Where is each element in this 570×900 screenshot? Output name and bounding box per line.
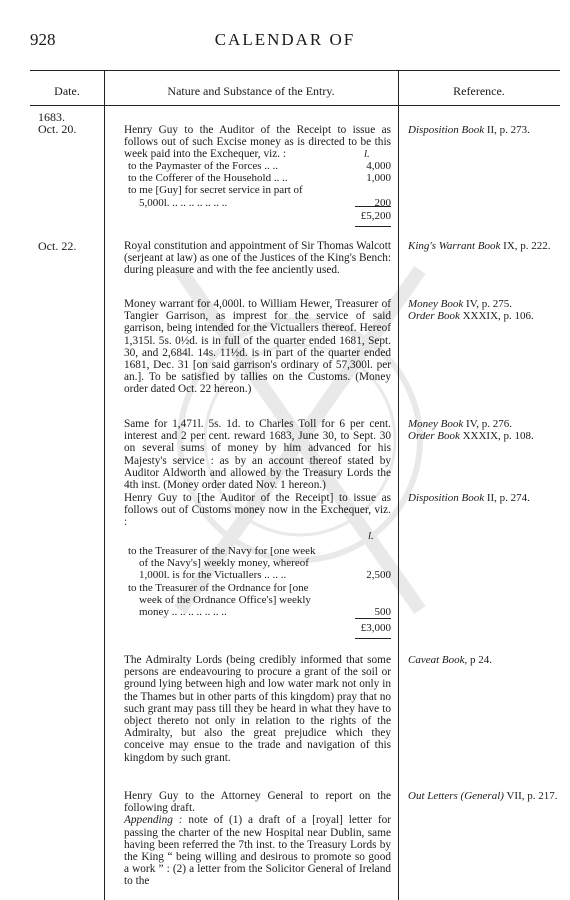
reference-title: Order Book <box>408 310 460 323</box>
reference <box>408 790 569 802</box>
sum-rule <box>355 638 391 639</box>
amount-label: to the Paymaster of the Forces .. .. <box>128 160 278 172</box>
amount-label: of the Navy's] weekly money, whereof <box>139 557 309 570</box>
reference-page: II, p. 273. <box>484 124 530 136</box>
entry-text <box>113 790 391 888</box>
entry-year: 1683. <box>38 110 65 124</box>
amount-label: week of the Ordnance Office's] weekly <box>139 593 311 606</box>
amount-row <box>128 197 391 209</box>
amount-row <box>128 606 391 618</box>
amount-row <box>128 594 391 606</box>
amount-label: to the Treasurer of the Ordnance for [one <box>128 581 309 594</box>
reference-page: IV, p. 275. <box>463 298 512 310</box>
page-number: 928 <box>30 30 56 49</box>
reference-title: Order Book <box>408 430 460 443</box>
unit-label: l. <box>368 530 374 542</box>
reference-page: II, p. 274. <box>484 492 530 504</box>
entry-date: Oct. 22. <box>38 239 77 253</box>
appending-paragraph <box>113 814 391 887</box>
table-top-rule <box>30 70 560 71</box>
reference <box>408 492 558 504</box>
appending-text: note of (1) a draft of a [royal] letter for passing the charter of the new Hospital near Dublin, same having been referred the 7th inst. to the Treasury Lords by the King “ being willing and desirous to promote so good a work ” : (2) a letter from the Solicitor General of Ireland to the <box>124 814 391 888</box>
entry-body: Money warrant for 4,000l. to William Hewer, Treasurer of Tangier Garrison, as imprest for the service of said garrison, being intended for the Victuallers thereof. Hereof 1,315l. 5s. 0½d. is in full of the quarter ended 1681, Sept. 30, and 2,684l. 14s. 11½d. is in part of the quarter ended 1681, Dec. 31 [on said garrison's ordinary of 57,300l. per an.]. To be satisfied by tallies on the Customs. (Money order dated Oct. 22 hereon.) <box>124 298 391 396</box>
amount-row <box>128 184 391 196</box>
amount-list <box>128 160 391 209</box>
reference-page: IV, p. 276. <box>463 418 512 430</box>
sum-rule <box>355 226 391 227</box>
reference-title: Disposition Book <box>408 124 485 136</box>
amount-value: 4,000 <box>366 160 391 172</box>
entry-text <box>113 492 391 529</box>
amount-label: money .. .. .. .. .. .. .. <box>139 605 227 618</box>
column-head-reference: Reference. <box>453 84 505 98</box>
amount-list <box>128 545 391 618</box>
entry-text <box>113 124 391 161</box>
reference-title: King's Warrant Book <box>408 240 501 252</box>
amount-value: 500 <box>374 605 391 618</box>
entry-body: The Admiralty Lords (being credibly informed that some persons are endeavouring to procure a grant of the soil or ground lying between high and low water mark not only in the Thames but in other parts of this kingdom) pray that no such grant may pass till they be heard in what they have to object thereto not only in relation to the rights of the Admiralty, but also the great prejudice which they conceive may ensue to the trade and navigation of this kingdom by such grant. <box>124 654 391 764</box>
reference-title: Disposition Book <box>408 492 485 504</box>
running-title: CALENDAR OF <box>214 30 356 49</box>
entry-body: Henry Guy to the Attorney General to report on the following draft. <box>124 790 391 815</box>
column-head-nature: Nature and Substance of the Entry. <box>167 84 335 98</box>
sum-rule <box>355 206 391 207</box>
column-head-date: Date. <box>54 84 80 98</box>
column-divider-left <box>104 70 105 900</box>
entry-text <box>113 654 391 764</box>
amount-value: 1,000 <box>366 172 391 185</box>
amount-row <box>128 557 391 569</box>
reference-page: XXXIX, p. 106. <box>459 310 534 323</box>
unit-label: l. <box>364 148 370 160</box>
amount-label: 1,000l. is for the Victuallers .. .. .. <box>139 569 287 582</box>
amount-label: to the Treasurer of the Navy for [one week <box>128 545 316 557</box>
reference-title: Caveat Book <box>408 654 465 666</box>
reference-page: XXXIX, p. 108. <box>459 430 534 443</box>
entry-date: Oct. 20. <box>38 122 77 136</box>
entry-text <box>113 298 391 396</box>
entry-body: Henry Guy to the Auditor of the Receipt to issue as follows out of such Excise money as is directed to be this week paid into the Exchequer, viz. : <box>124 124 391 161</box>
reference-title: Money Book <box>408 298 464 310</box>
entry-body: Royal constitution and appointment of Sir Thomas Walcott (serjeant at law) as one of the Justices of the King's Bench: during pleasure and with the fee anciently used. <box>124 240 391 277</box>
entry-text <box>113 240 391 277</box>
amount-value: 2,500 <box>366 569 391 582</box>
reference-page: VII, p. 217. <box>503 790 558 802</box>
amount-value: 200 <box>374 196 391 209</box>
amount-row <box>128 545 391 557</box>
reference-page: IX, p. 222. <box>500 240 551 252</box>
amount-row <box>128 172 391 184</box>
reference-page: , p 24. <box>464 654 493 666</box>
table-header-rule <box>30 105 560 106</box>
reference <box>408 124 558 136</box>
amount-label: 5,000l. .. .. .. .. .. .. .. <box>139 196 228 209</box>
appending-label: Appending : <box>124 814 183 827</box>
reference <box>408 298 558 322</box>
amount-label: to the Cofferer of the Household .. .. <box>128 172 288 185</box>
amount-row <box>128 582 391 594</box>
sum-rule <box>355 618 391 619</box>
entry-body: Same for 1,471l. 5s. 1d. to Charles Toll for 6 per cent. interest and 2 per cent. reward 1683, June 30, to Sept. 30 on several sums of money by him advanced for his Majesty's service : as by an account thereof stated by Auditor Aldworth and allowed by the Treasury Lords the 4th inst. (Money order dated Nov. 1 hereon.) <box>124 418 391 492</box>
reference <box>408 654 558 666</box>
reference <box>408 240 569 252</box>
reference <box>408 418 558 442</box>
amount-row <box>128 569 391 581</box>
reference-title: Money Book <box>408 418 464 430</box>
amount-label: to me [Guy] for secret service in part of <box>128 184 303 197</box>
entry-body: Henry Guy to [the Auditor of the Receipt] to issue as follows out of Customs money now in the Exchequer, viz. : <box>124 492 391 529</box>
reference-title: Out Letters (General) <box>408 790 504 802</box>
amount-total: £3,000 <box>360 622 391 634</box>
amount-row <box>128 160 391 172</box>
amount-total: £5,200 <box>360 210 391 222</box>
entry-text <box>113 418 391 491</box>
